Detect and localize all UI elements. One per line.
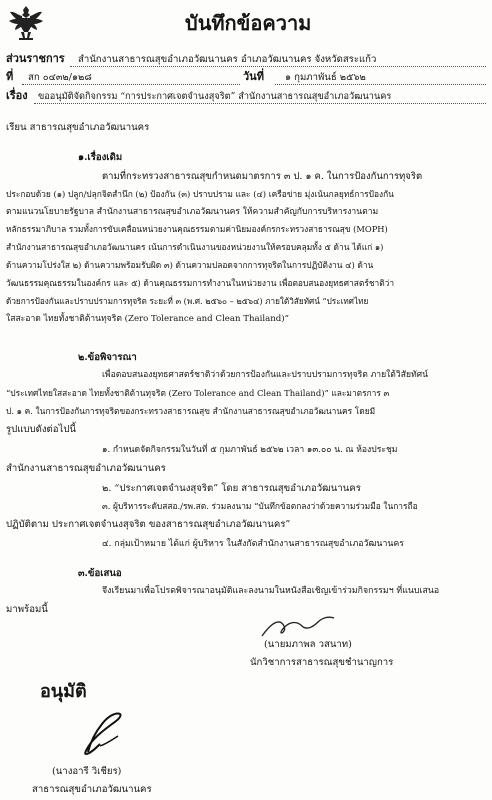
- section2-line: ป. ๑ ค. ในการป้องกันการทุจริตของกระทรวงสาธารณสุข สำนักงานสาธารณสุขอำเภอวัฒนานคร โดยมี: [6, 406, 376, 416]
- section1-line: ตามแนวนโยบายรัฐบาล สำนักงานสาธารณสุขอำเภอวัฒนานคร ให้ความสำคัญกับการบริหารงานตาม: [6, 207, 379, 217]
- ref-line: [22, 84, 240, 85]
- section1-line: ด้านความโปร่งใส ๒) ด้านความพร้อมรับผิด ๓) ด้านความปลอดจากการทุจริตในการปฏิบัติงาน ๔) ด้าน: [6, 260, 374, 270]
- salutation: เรียน สาธารณสุขอำเภอวัฒนานคร: [6, 122, 150, 133]
- signer-name: (นายมภาพล วสนาท): [264, 639, 352, 650]
- section1-line: ด้วยการป้องกันและปราบปรามการทุจริต ระยะที่ ๓ (พ.ศ. ๒๕๖๐ – ๒๕๖๔) ภายใต้วิสัยทัศน์ “ประเทศไทย: [6, 296, 369, 306]
- section3-line: จึงเรียนมาเพื่อโปรดพิจารณาอนุมัติและลงนามในหนังสือเชิญเข้าร่วมกิจกรรมฯ ที่แนบเสนอ: [102, 586, 440, 596]
- subject-value: ขออนุมัติจัดกิจกรรม “การประกาศเจตจำนงสุจริต” สำนักงานสาธารณสุขอำเภอวัฒนานคร: [38, 91, 392, 102]
- agency-value: สำนักงานสาธารณสุขอำเภอวัฒนานคร อำเภอวัฒนานคร จังหวัดสระแก้ว: [78, 54, 377, 65]
- section2-heading: ๒.ข้อพิจารณา: [78, 352, 137, 363]
- section1-line: ใสสะอาด ไทยทั้งชาติต้านทุจริต (Zero Tolerance and Clean Thailand)”: [6, 314, 290, 324]
- section3-heading: ๓.ข้อเสนอ: [78, 568, 122, 579]
- approval-heading: อนุมัติ: [40, 681, 87, 702]
- date-line: [275, 84, 486, 85]
- section2-item: ๒. “ประกาศเจตจำนงสุจริต” โดย สาธารณสุขอำเภอวัฒนานคร: [102, 483, 361, 494]
- section2-item: ๔. กลุ่มเป้าหมาย ได้แก่ ผู้บริหาร ในสังกัดสำนักงานสาธารณสุขอำเภอวัฒนานคร: [102, 539, 405, 549]
- garuda-emblem-icon: [8, 4, 44, 42]
- section1-line: วัฒนธรรมคุณธรรมในองค์กร และ ๕) ด้านคุณธรรมการทำงานในหน่วยงาน เพื่อตอบสนองยุทธศาสตร์ชาติว่า: [6, 278, 395, 288]
- approver-signature-mark: [74, 700, 130, 762]
- section2-line: เพื่อตอบสนองยุทธศาสตร์ชาติว่าด้วยการป้องกันและปราบปรามการทุจริต ภายใต้วิสัยทัศน์: [102, 370, 428, 380]
- agency-label: ส่วนราชการ: [6, 52, 65, 65]
- date-value: ๑ กุมภาพันธ์ ๒๕๖๒: [285, 72, 366, 83]
- section2-line: “ประเทศไทยใสสะอาด ไทยทั้งชาติต้านทุจริต (Zero Tolerance and Clean Thailand)” และมาตรการ ๓: [6, 388, 390, 398]
- agency-line: [70, 66, 486, 67]
- document-title: บันทึกข้อความ: [185, 11, 312, 35]
- section2-line: รูปแบบดังต่อไปนี้: [6, 424, 76, 435]
- section3-line: มาพร้อมนี้: [6, 604, 48, 615]
- signer-position: นักวิชาการสาธารณสุขชำนาญการ: [250, 657, 394, 668]
- section1-line: สำนักงานสาธารณสุขอำเภอวัฒนานคร เน้นการดำเนินงานของหน่วยงานให้ครอบคลุมทั้ง ๕ ด้าน ได้แก่ ๑): [6, 242, 384, 252]
- subject-line: [34, 103, 486, 104]
- approver-position: สาธารณสุขอำเภอวัฒนานคร: [32, 784, 152, 795]
- ref-label: ที่: [6, 70, 14, 83]
- section1-line: ประกอบด้วย (๑) ปลูก/ปลุกจิตสำนึก (๒) ป้องกัน (๓) ปราบปราม และ (๔) เครือข่าย มุ่งเน้นกลยุทธ์การป้องกัน: [6, 189, 394, 199]
- section1-line: หลักธรรมาภิบาล รวมทั้งการขับเคลื่อนหน่วยงานคุณธรรมตามค่านิยมองค์กรกระทรวงสาธารณสุข (MOPH): [6, 224, 388, 234]
- section2-item: ๓. ผู้บริหารระดับสสอ./รพ.สต. ร่วมลงนาม “บันทึกข้อตกลงว่าด้วยความร่วมมือ ในการถือ: [102, 501, 418, 511]
- section2-item: ปฏิบัติตาม ประกาศเจตจำนงสุจริต ของสาธารณสุขอำเภอวัฒนานคร”: [6, 519, 291, 530]
- section2-item: ๑. กำหนดจัดกิจกรรมในวันที่ ๕ กุมภาพันธ์ ๒๕๖๒ เวลา ๑๓.๐๐ น. ณ ห้องประชุม: [102, 445, 398, 455]
- subject-label: เรื่อง: [6, 89, 28, 102]
- section1-heading: ๑.เรื่องเดิม: [78, 152, 123, 163]
- ref-value: สก ๐๔๓๒/๑๒๘: [28, 72, 92, 83]
- approver-name: (นางอารี วิเชียร): [52, 766, 122, 777]
- date-label: วันที่: [243, 70, 264, 83]
- section2-item: สำนักงานสาธารณสุขอำเภอวัฒนานคร: [6, 463, 166, 474]
- section1-line: ตามที่กระทรวงสาธารณสุขกำหนดมาตรการ ๓ ป. ๑ ค. ในการป้องกันการทุจริต: [102, 171, 423, 182]
